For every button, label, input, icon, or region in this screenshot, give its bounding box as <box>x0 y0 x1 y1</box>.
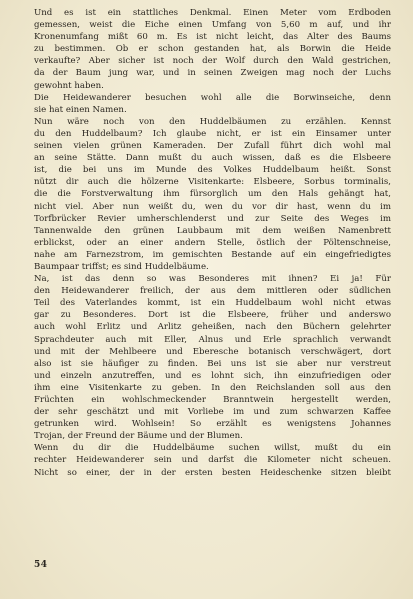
text-line: Sprachdeuter auch mit Eller, Alnus und Erle sprachlich verwandt <box>34 334 391 345</box>
text-line: Tannenwalde den grünen Laubbaum mit dem weißen Namenbrett <box>34 225 391 236</box>
text-line: nützt dir auch die hölzerne Visitenkarte: Elsbeere, Sorbus torminalis, <box>34 177 391 188</box>
page-number: 54 <box>34 560 48 570</box>
text-line: da der Baum jung war, und in seinen Zweigen mag noch der Luchs <box>34 68 391 79</box>
text-line: Teil des Vaterlandes kommt, ist ein Huddelbaum wohl nicht etwas <box>34 298 391 309</box>
text-line: gemessen, weist die Eiche einen Umfang von 5,60 m auf, und ihr <box>34 20 391 31</box>
text-line: an seine Stätte. Dann mußt du auch wissen, daß es die Elsbeere <box>34 153 391 164</box>
text-line: Kronenumfang mißt 60 m. Es ist nicht leicht, das Alter des Baums <box>34 32 391 43</box>
text-line: auch wohl Erlitz und Arlitz geheißen, nach den Büchern gelehrter <box>34 322 391 333</box>
text-line: du den Huddelbaum? Ich glaube nicht, er ist ein Einsamer unter <box>34 128 391 139</box>
text-line: und mit der Mehlbeere und Eberesche botanisch verschwägert, dort <box>34 346 391 357</box>
text-line: Na, ist das denn so was Besonderes mit ihnen? Ei ja! Für <box>34 274 391 285</box>
text-line: rechter Heidewanderer sein und darfst die Kilometer nicht scheuen. <box>34 455 391 466</box>
text-line: sie hat einen Namen. <box>34 104 127 115</box>
text-line: nahe am Farnezstrom, im gemischten Bestande auf ein eingefriedigtes <box>34 249 391 260</box>
text-line: seinen vielen grünen Kameraden. Der Zufall führt dich wohl mal <box>34 141 391 152</box>
text-line: der sehr geschätzt und mit Vorliebe im und zum schwarzen Kaffee <box>34 407 391 418</box>
text-line: Und es ist ein stattliches Denkmal. Einen Meter vom Erdboden <box>34 8 391 18</box>
text-line: nicht viel. Aber nun weißt du, wen du vor dir hast, wenn du im <box>34 201 391 212</box>
text-line: verkaufte? Aber sicher ist noch der Wolf durch den Wald gestrichen, <box>34 56 391 67</box>
text-line: Nun wäre noch von den Huddelbäumen zu erzählen. Kennst <box>34 116 391 127</box>
text-line: ihm eine Visitenkarte zu geben. In den Reichslanden soll aus den <box>34 382 391 393</box>
text-line: gewohnt haben. <box>34 80 104 91</box>
text-line: die die Forstverwaltung ihm fürsorglich um den Hals gehängt hat, <box>34 189 391 200</box>
text-line: Baumpaar triffst; es sind Huddelbäume. <box>34 261 209 272</box>
text-line: Wenn du dir die Huddelbäume suchen willst, mußt du ein <box>34 443 391 454</box>
body-text <box>34 7 391 479</box>
text-line: und einzeln anzutreffen, und es lohnt sich, ihn einzufriedigen oder <box>34 370 391 381</box>
text-line: den Heidewanderer freilich, der aus dem mittleren oder südlichen <box>34 286 391 297</box>
text-line: gar zu Besonderes. Dort ist die Elsbeere, früher und anderswo <box>34 310 391 321</box>
text-line: Die Heidewanderer besuchen wohl alle die Borwinseiche, denn <box>34 92 391 103</box>
text-line: ist, die bei uns im Munde des Volkes Huddelbaum heißt. Sonst <box>34 165 391 176</box>
text-line: Nicht so einer, der in der ersten besten Heideschenke sitzen bleibt <box>34 467 391 478</box>
text-line: Trojan, der Freund der Bäume und der Blumen. <box>34 431 243 442</box>
text-line: getrunken wird. Wohlsein! So erzählt es wenigstens Johannes <box>34 419 391 430</box>
text-line: Früchten ein wohlschmeckender Branntwein hergestellt werden, <box>34 395 391 405</box>
text-line: erblickst, oder an einer andern Stelle, östlich der Pöltenschneise, <box>34 237 391 248</box>
text-line: zu bestimmen. Ob er schon gestanden hat, als Borwin die Heide <box>34 44 391 55</box>
text-line: Torfbrücker Revier umherschlenderst und zur Seite des Weges im <box>34 213 391 224</box>
text-line: also ist sie häufiger zu finden. Bei uns ist sie aber nur verstreut <box>34 358 391 369</box>
